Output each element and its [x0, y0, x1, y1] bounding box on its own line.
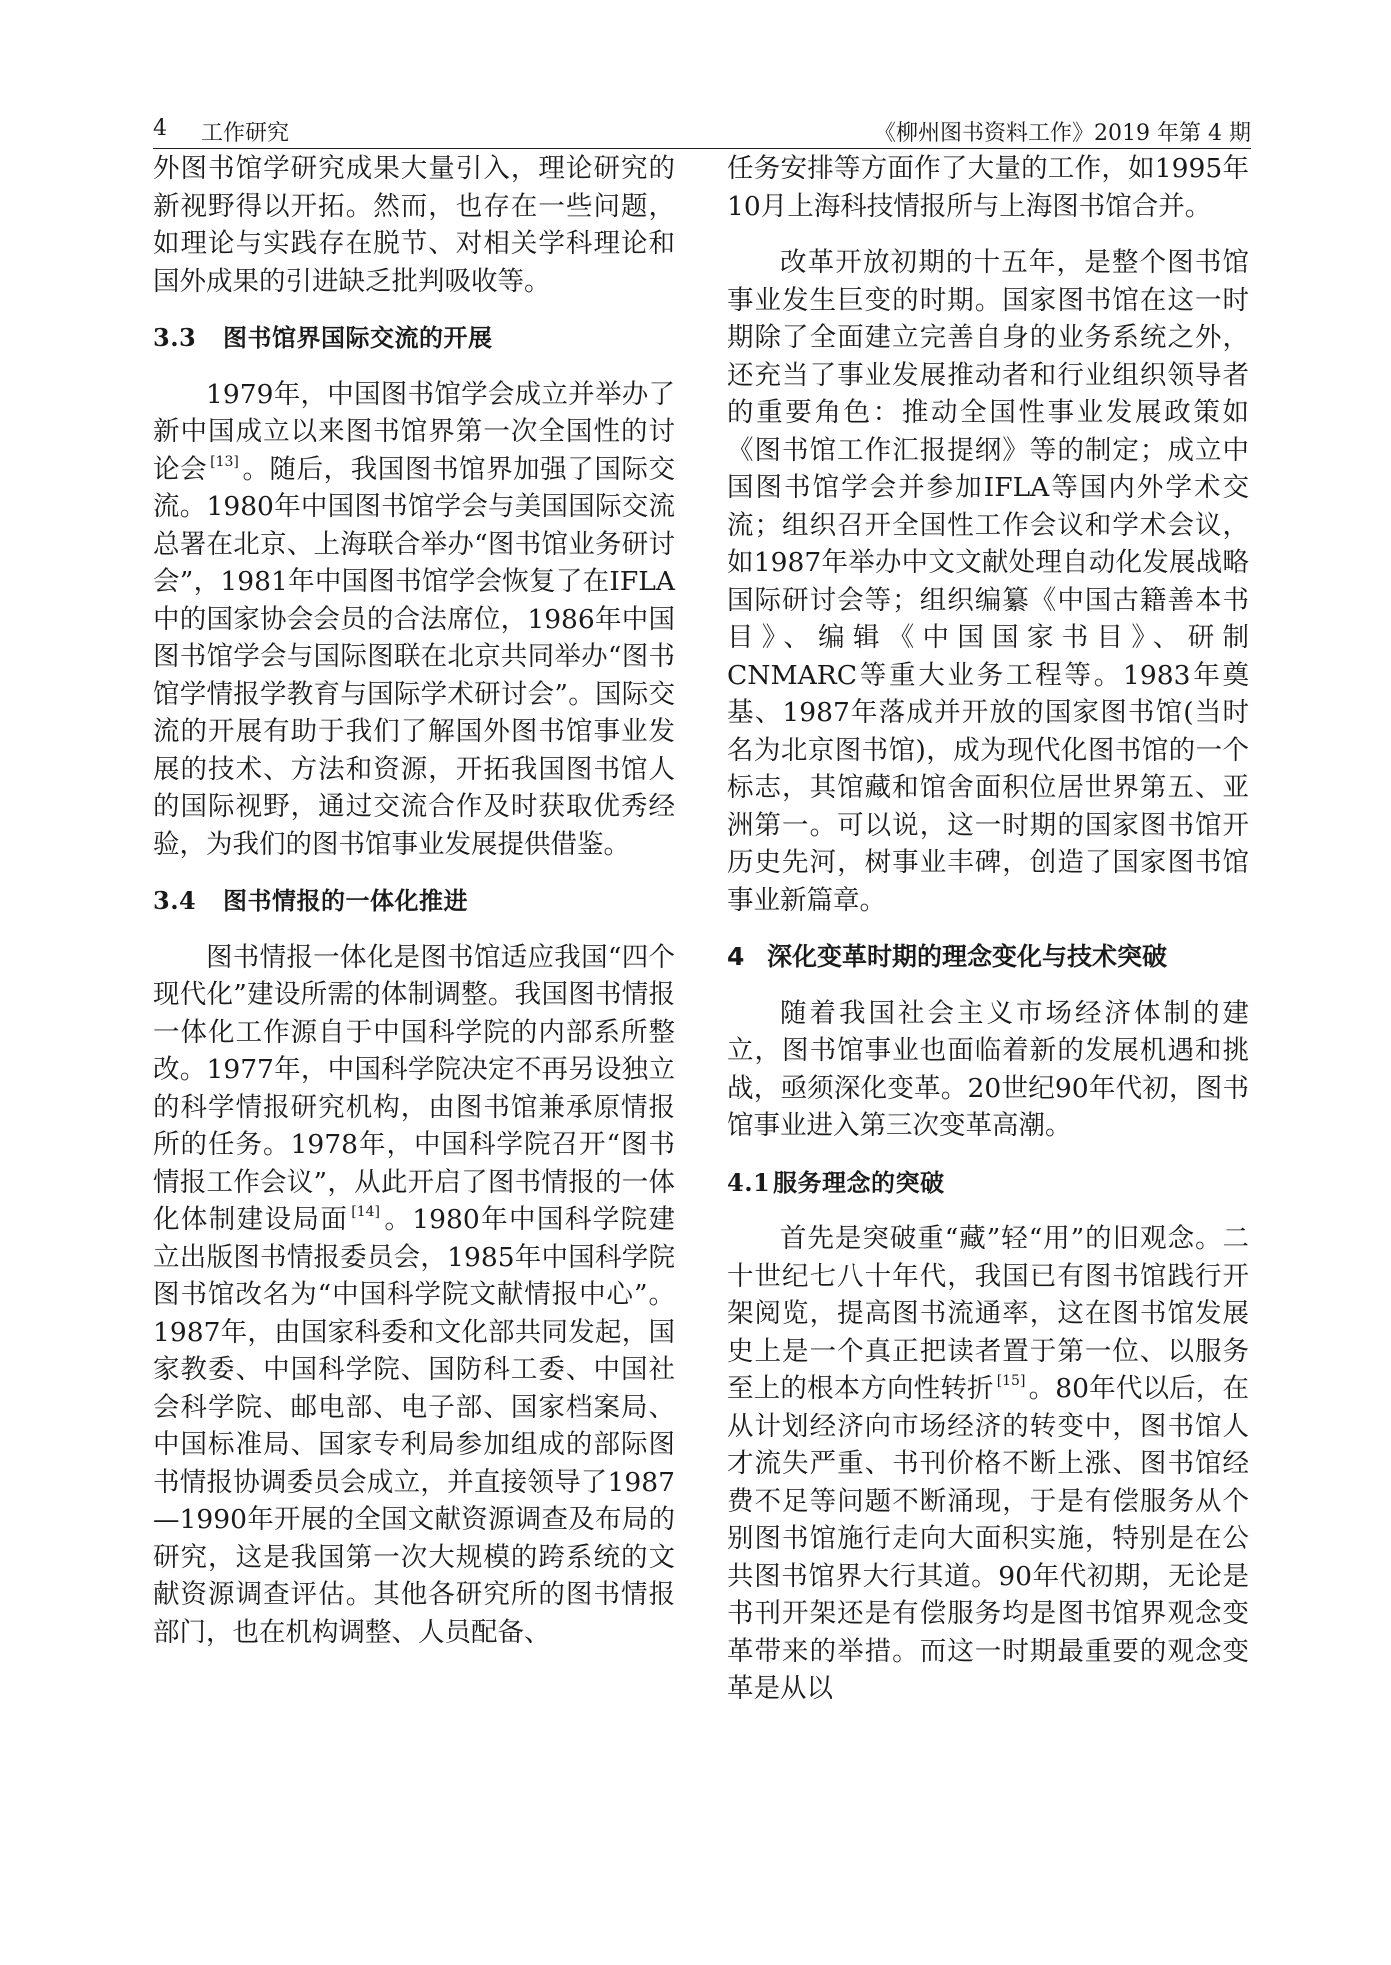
citation-14: [14]: [351, 1204, 381, 1220]
paragraph-service-concept: [727, 1220, 1249, 1708]
paragraph-text: 图书情报一体化是图书馆适应我国“四个现代化”建设所需的体制调整。我国图书情报一体化工作源自于中国科学院的内部系所整改。1977年，中国科学院决定不再另设独立的科学情报研究机构，由图书馆兼承原情报所的任务。1978年，中国科学院召开“图书情报工作会议”，从此开启了图书情报的一体化体制建设局面: [153, 941, 675, 1235]
paragraph-continued: 任务安排等方面作了大量的工作，如1995年10月上海科技情报所与上海图书馆合并。: [727, 153, 1249, 222]
paragraph-text: 。随后，我国图书馆界加强了国际交流。1980年中国图书馆学会与美国国际交流总署在北京、上海联合举办“图书馆业务研讨会”，1981年中国图书馆学会恢复了在IFLA中的国家协会会员的合法席位，1986年中国图书馆学会与国际图联在北京共同举办“图书馆学情报学教育与国际学术研讨会”。国际交流的开展有助于我们了解国外图书馆事业发展的技术、方法和资源，开拓我国图书馆人的国际视野，通过交流合作及时获取优秀经验，为我们的图书馆事业发展提供借鉴。: [153, 453, 676, 860]
subsection-number: 3.3: [153, 323, 197, 352]
section-label: 工作研究: [201, 121, 290, 146]
subsection-title: 图书情报的一体化推进: [223, 886, 468, 915]
citation-13: [13]: [210, 453, 239, 470]
paragraph-international-exchange: [153, 376, 675, 864]
paragraph-text: 1979年，中国图书馆学会成立并举办了新中国成立以来图书馆界第一次全国性的讨论会: [153, 378, 675, 485]
section-heading-4: [727, 938, 1249, 976]
paragraph-continued: 外图书馆学研究成果大量引入，理论研究的新视野得以开拓。然而，也存在一些问题，如理论与实践存在脱节、对相关学科理论和国外成果的引进缺乏批判吸收等。: [153, 153, 675, 297]
subsection-title: 图书馆界国际交流的开展: [223, 323, 493, 352]
section-number: 4: [727, 942, 745, 971]
paragraph-market-economy: 随着我国社会主义市场经济体制的建立，图书馆事业也面临着新的发展机遇和挑战，亟须深化变革。20世纪90年代初，图书馆事业进入第三次变革高潮。: [727, 997, 1249, 1141]
journal-title: 《柳州图书资料工作》2019 年第 4 期: [874, 121, 1251, 146]
paragraph-integration: [153, 939, 675, 1652]
left-column: [153, 150, 675, 1651]
subsection-heading-3-4: [153, 882, 675, 920]
subsection-heading-3-3: [153, 319, 675, 357]
subsection-number: 3.4: [153, 886, 197, 915]
paragraph-reform-era: 改革开放初期的十五年，是整个图书馆事业发生巨变的时期。国家图书馆在这一时期除了全面建立完善自身的业务系统之外，还充当了事业发展推动者和行业组织领导者的重要角色：推动全国性事业发展政策如《图书馆工作汇报提纲》等的制定；成立中国图书馆学会并参加IFLA等国内外学术交流；组织召开全国性工作会议和学术会议，如1987年举办中文文献处理自动化发展战略国际研讨会等；组织编纂《中国古籍善本书目》、编辑《中国国家书目》、研制CNMARC等重大业务工程等。1983年奠基、1987年落成并开放的国家图书馆(当时名为北京图书馆)，成为现代化图书馆的一个标志，其馆藏和馆舍面积位居世界第五、亚洲第一。可以说，这一时期的国家图书馆开历史先河，树事业丰碑，创造了国家图书馆事业新篇章。: [727, 247, 1249, 916]
paragraph-text: 。1980年中国科学院建立出版图书情报委员会，1985年中国科学院图书馆改名为“中国科学院文献情报中心”。1987年，由国家科委和文化部共同发起，国家教委、中国科学院、国防科工委、中国社会科学院、邮电部、电子部、国家档案局、中国标准局、国家专利局参加组成的部际图书情报协调委员会成立，并直接领导了1987—1990年开展的全国文献资源调查及布局的研究，这是我国第一次大规模的跨系统的文献资源调查评估。其他各研究所的图书情报部门，也在机构调整、人员配备、: [153, 1204, 675, 1648]
page-number: 4: [153, 116, 167, 141]
subsection-title: 服务理念的突破: [773, 1167, 945, 1197]
right-column: [727, 150, 1249, 1708]
section-title: 深化变革时期的理念变化与技术突破: [767, 942, 1168, 971]
running-header: [153, 114, 1251, 149]
subsection-number: 4.1: [727, 1167, 771, 1197]
subsection-heading-4-1: [727, 1164, 1249, 1202]
paragraph-text: 首先是突破重“藏”轻“用”的旧观念。二十世纪七八十年代，我国已有图书馆践行开架阅览，提高图书流通率，这在图书馆发展史上是一个真正把读者置于第一位、以服务至上的根本方向性转折: [727, 1223, 1249, 1404]
citation-15: [15]: [996, 1373, 1026, 1389]
paragraph-text: 。80年代以后，在从计划经济向市场经济的转变中，图书馆人才流失严重、书刊价格不断上涨、图书馆经费不足等问题不断涌现，于是有偿服务从个别图书馆施行走向大面积实施，特别是在公共图书馆界大行其道。90年代初期，无论是书刊开架还是有偿服务均是图书馆界观念变革带来的举措。而这一时期最重要的观念变革是从以: [727, 1373, 1249, 1704]
